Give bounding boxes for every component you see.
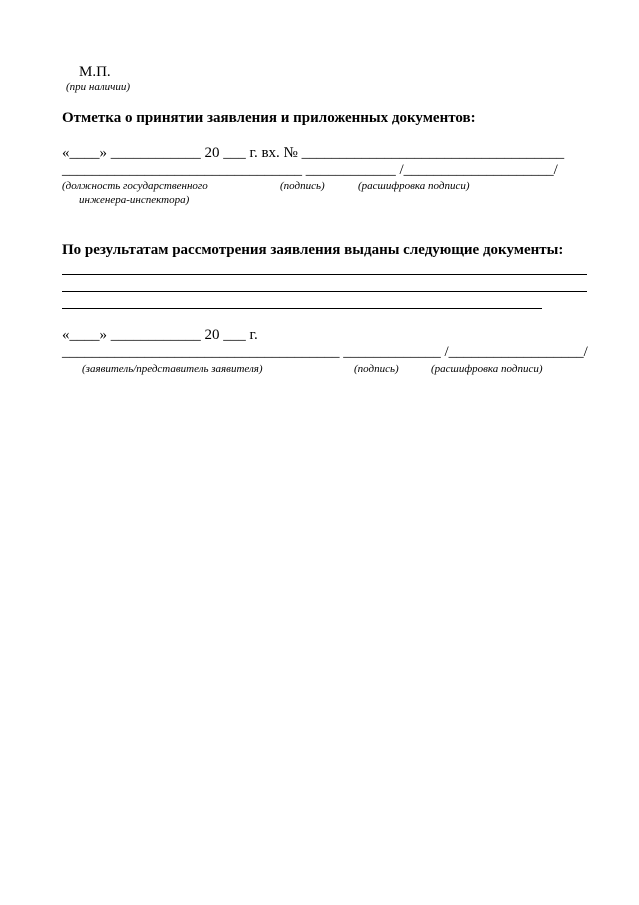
- stamp-note: (при наличии): [66, 81, 131, 93]
- caption-results-signature: (подпись): [354, 363, 399, 375]
- stamp-label: М.П.: [79, 64, 111, 80]
- acceptance-signature-line: ________________________________ ____________ /____________________/: [62, 162, 558, 178]
- caption-signature: (подпись): [280, 180, 325, 192]
- results-blank-line-3: [62, 308, 542, 309]
- acceptance-heading: Отметка о принятии заявления и приложенных документов:: [62, 110, 476, 126]
- results-date-line: «____» ____________ 20 ___ г.: [62, 327, 258, 343]
- results-signature-line: _____________________________________ _____________ /__________________/: [62, 344, 588, 360]
- caption-results-decoding: (расшифровка подписи): [431, 363, 543, 375]
- acceptance-date-line: «____» ____________ 20 ___ г. вх. № ___________________________________: [62, 145, 565, 161]
- results-blank-line-1: [62, 274, 587, 275]
- caption-position-line-1: (должность государственного: [62, 180, 208, 192]
- caption-applicant: (заявитель/представитель заявителя): [82, 363, 263, 375]
- caption-position-line-2: инженера-инспектора): [79, 194, 190, 206]
- results-heading: По результатам рассмотрения заявления выданы следующие документы:: [62, 242, 564, 258]
- caption-signature-decoding: (расшифровка подписи): [358, 180, 470, 192]
- results-blank-line-2: [62, 291, 587, 292]
